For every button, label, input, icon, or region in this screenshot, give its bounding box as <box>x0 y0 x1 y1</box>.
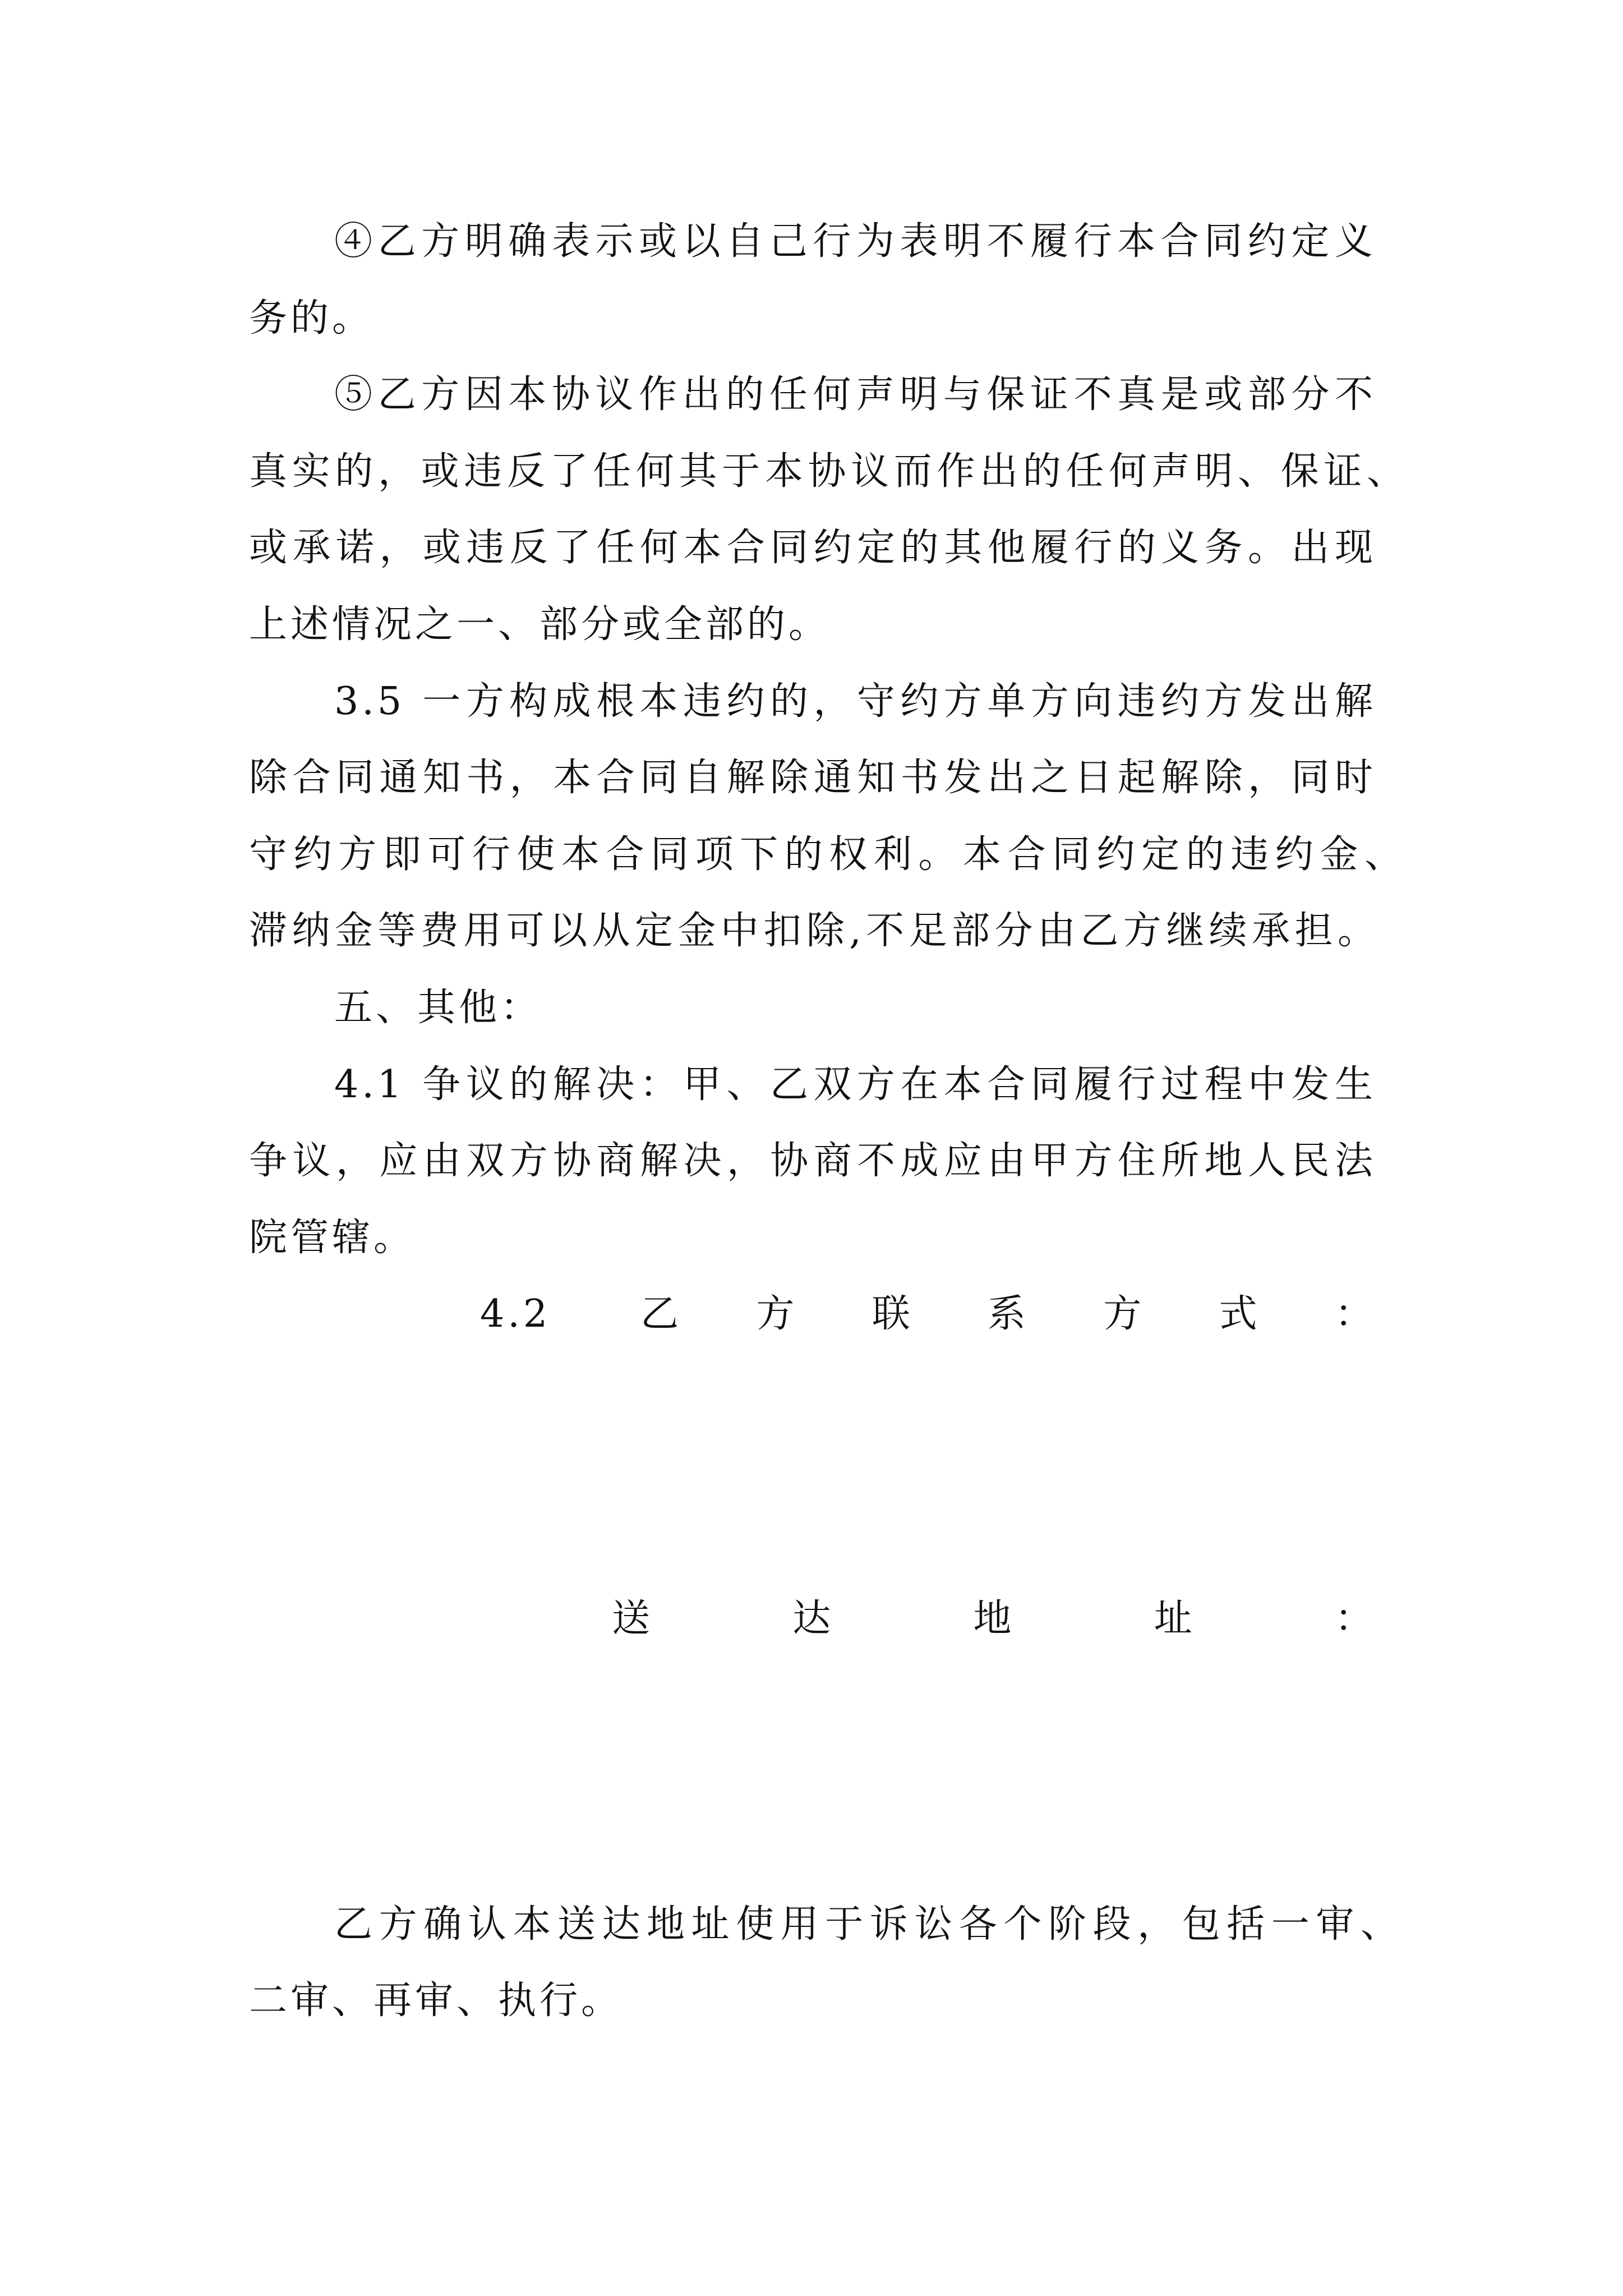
paragraph-line: 4.1 争议的解决：甲、乙双方在本合同履行过程中发生 <box>334 1062 1376 1107</box>
section-heading: 五、其他： <box>334 986 542 1030</box>
paragraph-line: ⑤乙方因本协议作出的任何声明与保证不真是或部分不 <box>334 372 1376 417</box>
paragraph-line: 院管辖。 <box>249 1216 416 1260</box>
paragraph-line: 务的。 <box>249 296 374 341</box>
contact-info-label: 4.2 乙方联系方式： <box>480 1292 1376 1336</box>
paragraph-line: 3.5 一方构成根本违约的，守约方单方向违约方发出解 <box>334 679 1376 724</box>
paragraph-line: 争议，应由双方协商解决，协商不成应由甲方住所地人民法 <box>249 1139 1376 1183</box>
paragraph-line: 除合同通知书，本合同自解除通知书发出之日起解除，同时 <box>249 756 1376 800</box>
paragraph-line: ④乙方明确表示或以自己行为表明不履行本合同约定义 <box>334 219 1376 264</box>
paragraph-line: 乙方确认本送达地址使用于诉讼各个阶段，包括一审、 <box>334 1902 1402 1947</box>
service-address-label: 送达地址： <box>612 1596 1376 1641</box>
paragraph-line: 上述情况之一、部分或全部的。 <box>249 602 831 647</box>
paragraph-line: 滞纳金等费用可以从定金中扣除,不足部分由乙方继续承担。 <box>249 909 1379 953</box>
paragraph-line: 真实的，或违反了任何其于本协议而作出的任何声明、保证、 <box>249 449 1408 494</box>
paragraph-line: 或承诺，或违反了任何本合同约定的其他履行的义务。出现 <box>249 526 1376 570</box>
paragraph-line: 二审、再审、执行。 <box>249 1978 623 2023</box>
paragraph-line: 守约方即可行使本合同项下的权利。本合同约定的违约金、 <box>249 832 1406 877</box>
